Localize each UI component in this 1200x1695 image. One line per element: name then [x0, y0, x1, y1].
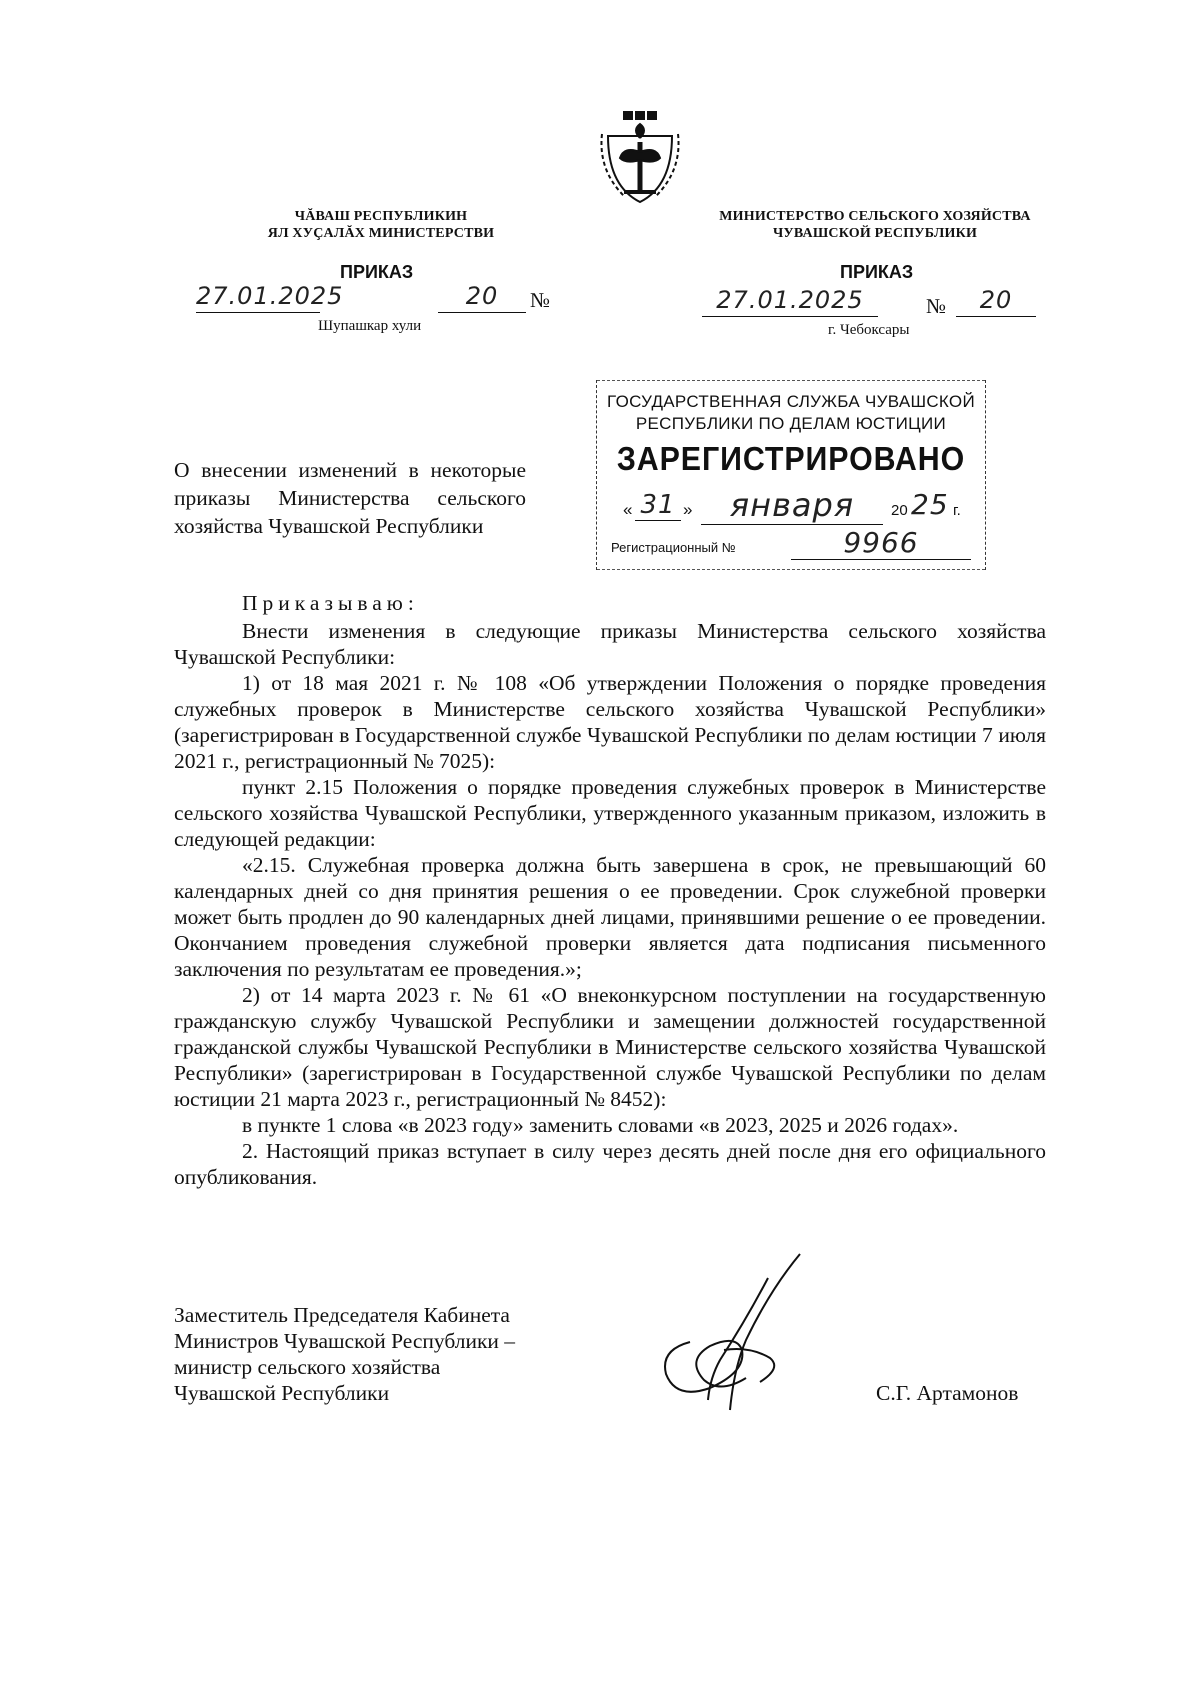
document-body — [174, 590, 1046, 1190]
order-word-text: Приказываю: — [242, 591, 419, 615]
header-left-line1: ЧĂВАШ РЕСПУБЛИКИН — [294, 209, 468, 224]
header-right-number: 20 — [956, 286, 1036, 317]
header-right-prikaz: ПРИКАЗ — [840, 262, 914, 282]
stamp-title: ЗАРЕГИСТРИРОВАНО — [616, 440, 966, 477]
header-right-org — [710, 208, 1040, 242]
stamp-date-row — [609, 486, 979, 524]
handwritten-signature — [650, 1250, 820, 1430]
stamp-reg-label: Регистрационный № — [611, 540, 736, 555]
header-right-line2: ЧУВАШСКОЙ РЕСПУБЛИКИ — [772, 226, 978, 241]
stamp-reg-number: 9966 — [791, 526, 971, 560]
paragraph-6: в пункте 1 слова «в 2023 году» заменить словами «в 2023, 2025 и 2026 годах». — [242, 1113, 959, 1137]
paragraph-7: 2. Настоящий приказ вступает в силу через десять дней после дня его официального опубликования. — [174, 1139, 1046, 1189]
signature-position — [174, 1302, 594, 1406]
stamp-line1: ГОСУДАРСТВЕННАЯ СЛУЖБА ЧУВАШСКОЙ — [607, 392, 975, 411]
paragraph-2: 1) от 18 мая 2021 г. № 108 «Об утверждении Положения о порядке проведения служебных проверок в Министерстве сельского хозяйства Чувашской Республики» (зарегистрирован в Государственной службе Чувашской Республики по делам юстиции 7 июля 2021 г., регистрационный № 7025): — [174, 671, 1046, 773]
signatory-name: С.Г. Артамонов — [876, 1381, 1019, 1405]
stamp-year-unit: г. — [953, 502, 961, 519]
header-left-prikaz: ПРИКАЗ — [340, 262, 414, 282]
header-right-date: 27.01.2025 — [702, 286, 878, 317]
header-left-date: 27.01.2025 — [196, 282, 320, 313]
paragraph-5: 2) от 14 марта 2023 г. № 61 «О внеконкурсном поступлении на государственную гражданскую службу Чувашской Республики и замещении должностей государственной гражданской службы Чувашской Республики в Министерстве сельского хозяйства Чувашской Республики» (зарегистрирован в Государственной службе Чувашской Республики по делам юстиции 21 марта 2023 г., регистрационный № 8452): — [174, 983, 1046, 1111]
signature-line2: Министров Чувашской Республики – — [174, 1329, 516, 1353]
header-left-line2: ЯЛ ХУҪАЛĂХ МИНИСТЕРСТВИ — [267, 226, 495, 241]
stamp-reg-row — [611, 526, 981, 560]
signature-line3: министр сельского хозяйства — [174, 1355, 441, 1379]
paragraph-3: пункт 2.15 Положения о порядке проведения служебных проверок в Министерстве сельского хозяйства Чувашской Республики, утвержденного указанным приказом, изложить в следующей редакции: — [174, 775, 1046, 851]
header-right-number-sign: № — [926, 294, 947, 318]
stamp-quote-open: « — [623, 500, 633, 519]
header-right-line1: МИНИСТЕРСТВО СЕЛЬСКОГО ХОЗЯЙСТВА — [719, 209, 1031, 224]
stamp-year-suffix: 25 — [911, 488, 949, 521]
registration-stamp — [596, 380, 986, 570]
stamp-month: января — [701, 486, 883, 525]
stamp-year-prefix: 20 — [891, 502, 908, 519]
paragraph-4: «2.15. Служебная проверка должна быть завершена в срок, не превышающий 60 календарных дней со дня принятия решения о ее проведении. Срок служебной проверки может быть продлен до 90 календарных дней лицами, принявшими решение о ее проведении. Окончанием проведения служебной проверки является дата подписания письменного заключения по результатам ее проведения.»; — [174, 853, 1046, 981]
header-left-number-sign: № — [530, 288, 551, 312]
header-left-org — [236, 208, 526, 242]
header-left-place: Шупашкар хули — [318, 318, 422, 334]
header-left-number: 20 — [438, 282, 526, 313]
stamp-day: 31 — [635, 490, 681, 521]
coat-of-arms-emblem — [594, 108, 686, 208]
signature-line4: Чувашской Республики — [174, 1381, 390, 1405]
document-title: О внесении изменений в некоторые приказы Министерства сельского хозяйства Чувашской Республики — [174, 458, 526, 538]
paragraph-1: Внести изменения в следующие приказы Министерства сельского хозяйства Чувашской Республики: — [174, 619, 1046, 669]
order-word — [174, 590, 1046, 616]
signature-line1: Заместитель Председателя Кабинета — [174, 1303, 510, 1327]
header-right-place: г. Чебоксары — [828, 322, 910, 338]
stamp-line2: РЕСПУБЛИКИ ПО ДЕЛАМ ЮСТИЦИИ — [635, 414, 947, 433]
stamp-quote-close: » — [683, 500, 693, 519]
